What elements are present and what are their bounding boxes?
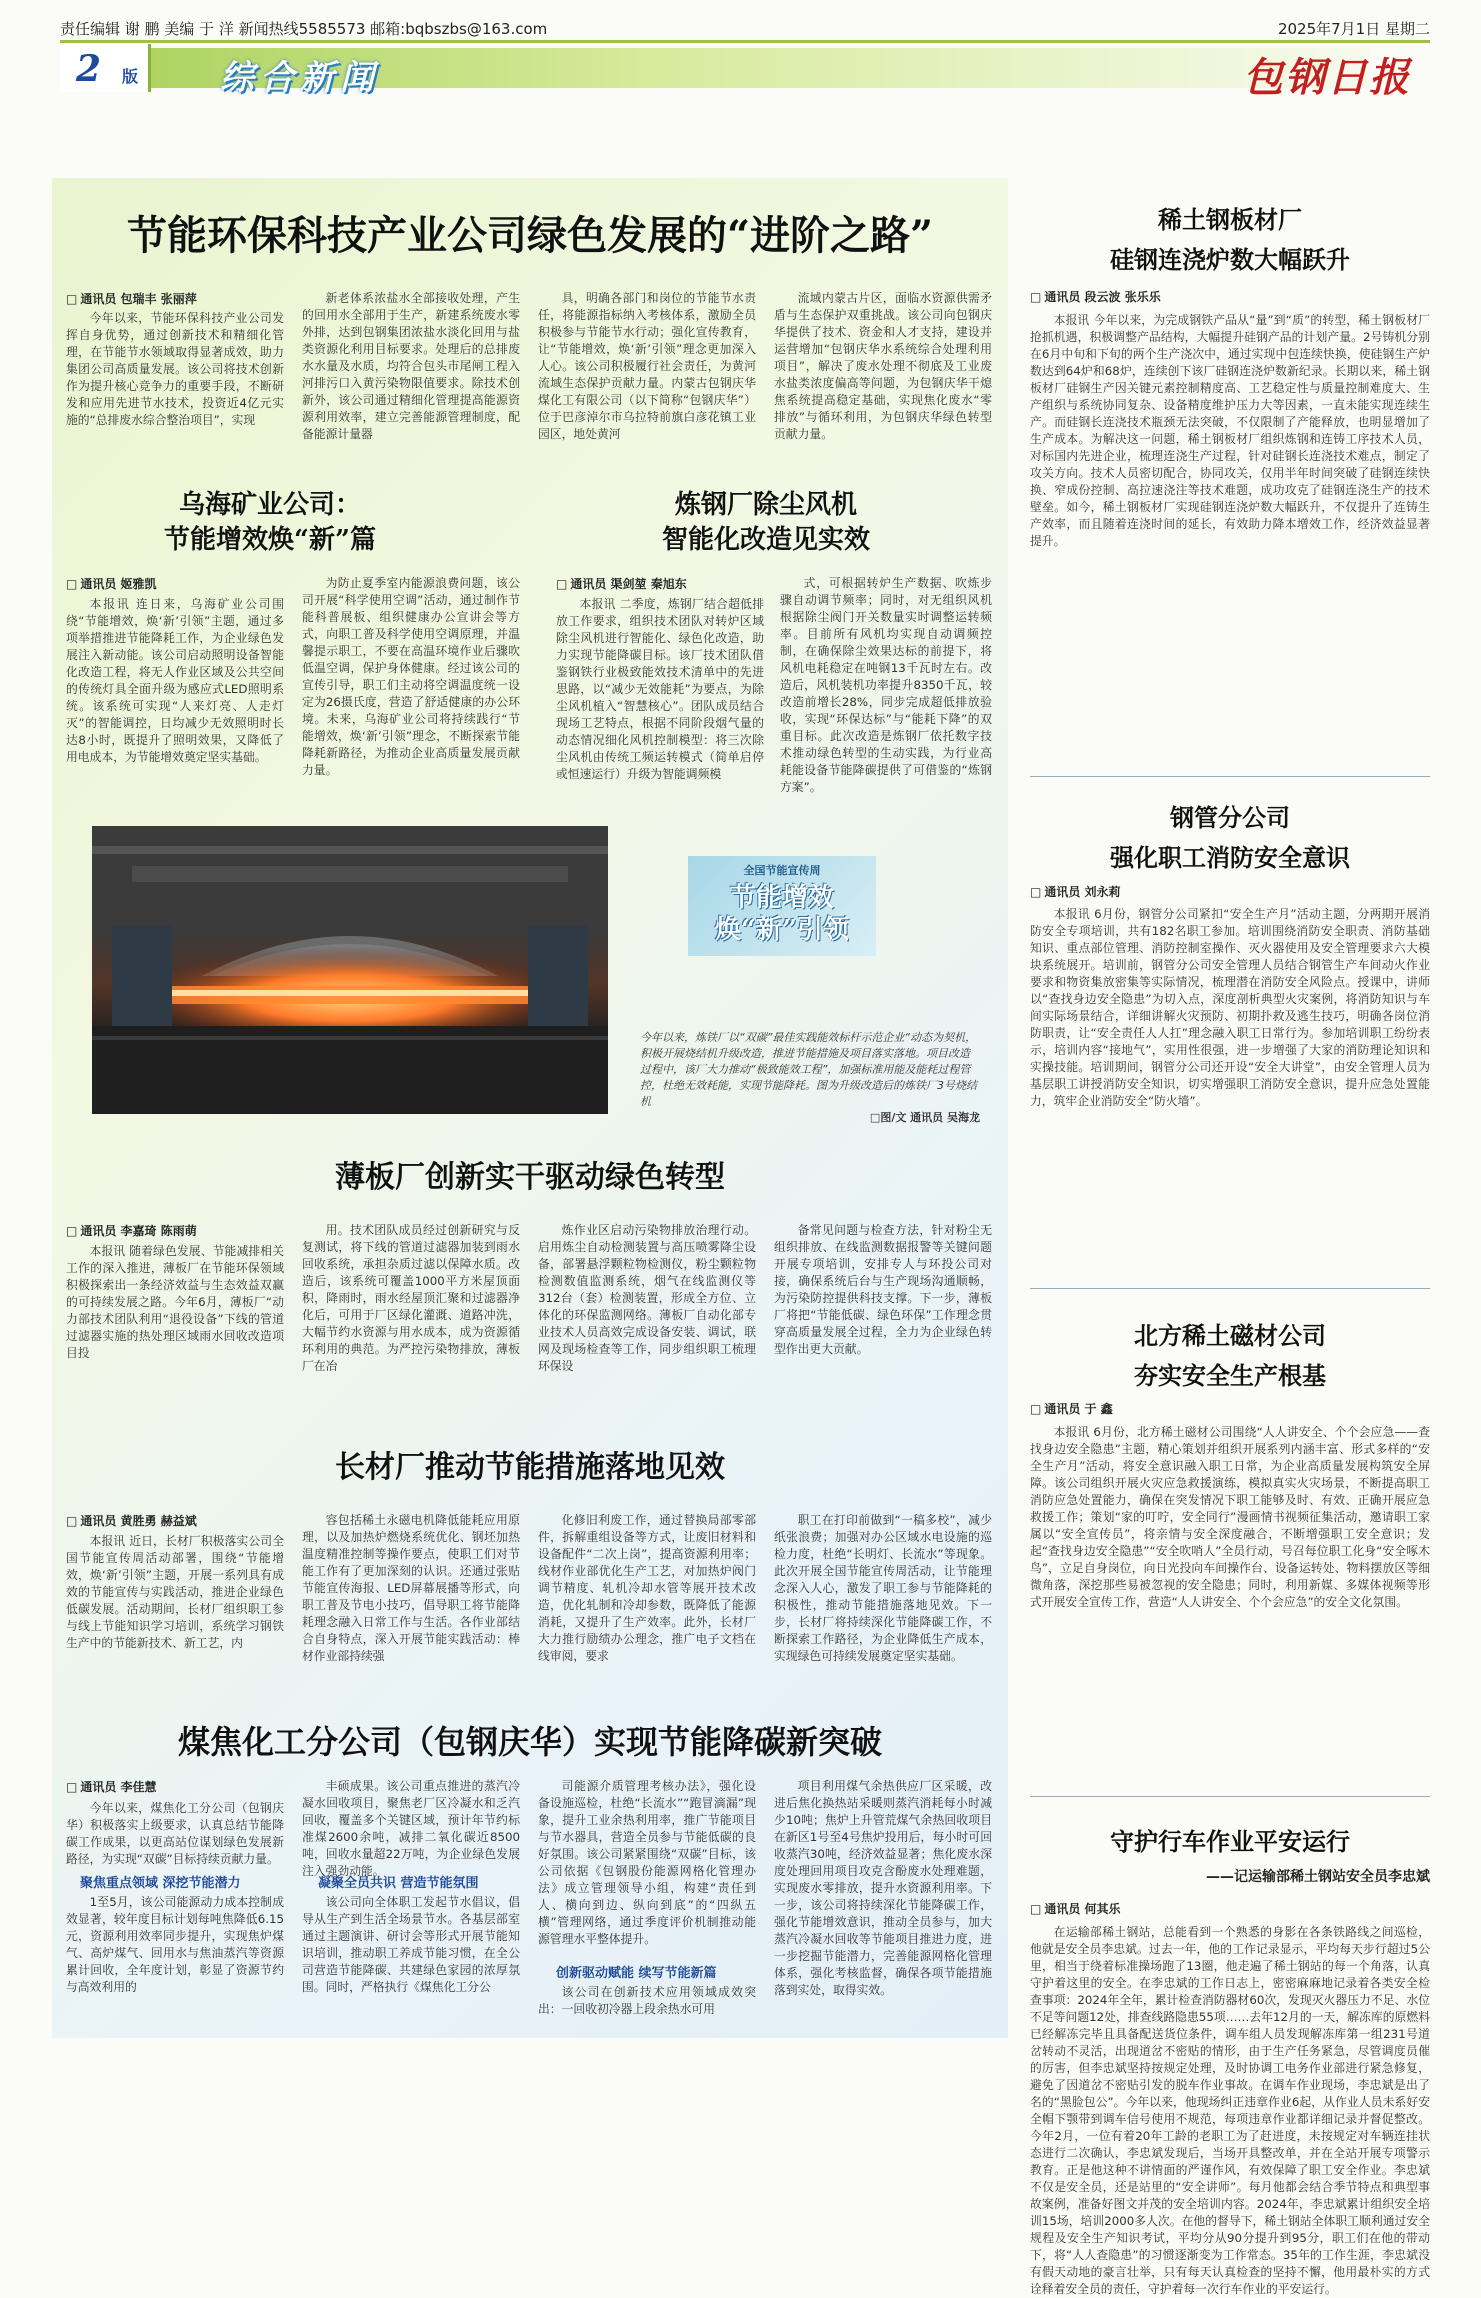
main-col-1: 今年以来，节能环保科技产业公司发挥自身优势，通过创新技术和精细化管理，在节能节水领域取得显著成效，助力集团公司高质量发展。该公司将技术创新作为提升核心竞争力的重要手段，不断研发和应用先进节水技术，投资近4亿元实施的“总排废水综合整治项目”，实现: [66, 311, 284, 427]
long-col-3: 化修旧利废工作，通过替换局部零部件，拆解重组设备等方式，让废旧材料和设备配件“二次上岗”，提高资源利用率；线材作业部优化生产工艺，对加热炉阀门调节精度、轧机冷却水管等展开技术改造，优化轧制和冷却参数，既降低了能源消耗，又提升了生产效率。此外，长材厂大力推行励绩办公理念，推广电子文档在线审阅，要求: [538, 1513, 756, 1663]
driving-text: 在运输部稀土钢站，总能看到一个熟悉的身影在各条铁路线之间巡检，他就是安全员李忠斌。过去一年，他的工作记录显示，平均每天步行超过5公里，相当于绕着标准操场跑了13圈，他走遍了稀土钢站的每一个角落，认真守护着这里的安全。在李忠斌的工作日志上，密密麻麻地记录着各类安全检查事项：2024年全年，累计检查消防器材60次，发现灭火器压力不足、水位不足等问题12处，排查线路隐患55项……去年12月的一天，解冻库的原燃料已经解冻完毕且具备配送货位条件，调车组人员发现解冻库第一组231号道岔转动不灵活，出现道岔不密贴的情形，由于生产任务紧急，尽管调度员催的厉害，但李忠斌坚持按规定处理，及时协调工电务作业部进行紧急修复，避免了因道岔不密贴引发的脱车作业事故。在调车作业现场，李忠斌是出了名的“黑脸包公”。今年以来，他现场纠正违章作业6起，从作业人员未系好安全帽下颚带到调车信号使用不规范，每项违章作业都详细记录并督促整改。今年2月，一位有着20年工龄的老职工为了赶进度，未按规定对车辆连挂状态进行二次确认，李忠斌发现后，当场开具整改单，并在全站开展专项警示教育。正是他这种不讲情面的严谨作风，有效保障了职工安全作业。李忠斌不仅是安全员，还是站里的“安全讲师”。每月他都会结合季节特点和典型事故案例，准备好图文并茂的安全培训内容。2024年，李忠斌累计组织安全培训15场，培训2000多人次。在他的督导下，稀土钢站全体职工顺利通过安全规程及安全生产知识考试，平均分从90分提升到95分，职工们在他的带动下，将“人人查隐患”的习惯逐渐变为工作常态。35年的工作生涯，李忠斌没有假天动地的豪言壮举，只有每天认真检查的坚持不懈，他用最朴实的方式诠释着安全员的责任，守护着每一次行车作业的平安运行。: [1030, 1925, 1430, 2296]
photo-caption: 今年以来，炼铁厂以“双碳”最佳实践能效标杆示范企业“动态为契机，积极开展烧结机升级改造，推进节能措施及项目落实落地。项目改造过程中，该厂大力推动“极致能效工程”，加强标准用能及能耗过程管控，杜绝无效耗能，实现节能降耗。图为升级改造后的炼铁厂3号烧结机 □图/文 通讯员 吴海龙: [640, 1031, 980, 1124]
page-suffix: 版: [122, 67, 139, 86]
editors-line: 责任编辑 谢 鹏 美编 于 洋 新闻热线5585573 邮箱:bqbszbs@163.com: [60, 20, 548, 38]
page-number: 2: [76, 48, 102, 90]
furnace-illustration: [92, 826, 608, 1114]
main-col-2: 新老体系浓盐水全部接收处理，产生的回用水全部用于生产，新建系统废水零外排，达到包钢集团浓盐水淡化回用与盐类资源化利用目标要求。处理后的总排废水水量及水质，均符合包头市尾闸工程入河排污口入黄污染物限值要求。除技术创新外，该公司通过精细化管理提高能源资源利用效率，建立完善能源管理制度，配备能源计量器: [302, 291, 520, 441]
coke-sub3: 创新驱动赋能 续写节能新篇: [556, 1966, 717, 1981]
coke-sub2-text: 该公司向全体职工发起节水倡议，倡导从生产到生活全场景节水。各基层部室通过主题演讲、研讨会等形式开展节能知识培训，推动职工养成节能习惯，在全公司营造节能降碳、共建绿色家园的浓厚氛围。同时，严格执行《煤焦化工分公: [302, 1895, 520, 1994]
right-column: [1030, 178, 1430, 2296]
long-col-2: 容包括稀土永磁电机降低能耗应用原理，以及加热炉燃烧系统优化、钢坯加热温度精准控制等操作要点，使职工们对节能工作有了更加深刻的认识。还通过张贴节能宣传海报、LED屏幕展播等形式，向职工普及节电小技巧，倡导职工将节能降耗理念融入日常工作与生活。各作业部结合自身特点，深入开展节能实践活动：棒材作业部持续强: [302, 1513, 520, 1663]
pipe-text: 本报讯 6月份，钢管分公司紧扣“安全生产月”活动主题，分两期开展消防安全专项培训，共有182名职工参加。培训围绕消防安全职责、消防基础知识、重点部位管理、消防控制室操作、灭火器使用及安全管理要求六大模块系统展开。培训前，钢管分公司安全管理人员结合钢管生产车间动火作业要求和物资集放密集等实际情况，梳理潜在消防安全风险点。授课中，讲师以“查找身边安全隐患”为切入点，深度剖析典型火灾案例，将消防知识与车间实际场景结合，详细讲解火灾预防、初期扑救及逃生技巧，明确各岗位消防职责，让“安全责任人人扛”理念融入职工日常行为。参加培训职工纷纷表示，培训内容“接地气”，实用性很强，进一步增强了大家的消防理论知识和实操技能。培训期间，钢管分公司还开设“安全大讲堂”，由安全管理人员为基层职工讲授消防安全知识，切实增强职工消防安全意识，提升应急处置能力，筑牢企业消防安全“防火墙”。: [1030, 907, 1430, 1108]
wuhai-col-1: 本报讯 连日来，乌海矿业公司围绕“节能增效，焕‘新’引领”主题，通过多项举措推进节能降耗工作，为企业绿色发展注入新动能。该公司启动照明设备智能化改造工程，将无人作业区域及公共空间的传统灯具全面升级为感应式LED照明系统。该系统可实现“人来灯亮、人走灯灭”的智能调控，日均减少无效照明时长达8小时，既提升了照明效果，又降低了用电成本，为节能增效奠定坚实基础。: [66, 597, 284, 764]
thin-byline: □ 通讯员 李嘉琦 陈雨萌: [66, 1222, 197, 1239]
pipe-byline: □ 通讯员 刘永莉: [1030, 883, 1121, 900]
divider: [1030, 1288, 1430, 1289]
thin-col-3: 炼作业区启动污染物排放治理行动。启用炼尘自动检测装置与高压喷雾降尘设备，部署悬浮颗粒物检测仪，粉尘颗粒物检测数值监测系统，烟气在线监测仪等312台（套）检测装置，形成全方位、立体化的环保监测网络。薄板厂自动化部专业技术人员高效完成设备安装、调试，联网及现场检查等工作，同步组织职工梳理环保设: [538, 1223, 756, 1373]
main-headline: 节能环保科技产业公司绿色发展的“进阶之路”: [126, 212, 933, 259]
driving-subtitle: ——记运输部稀土钢站安全员李忠斌: [1206, 1869, 1430, 1885]
coke-col-4: 项目利用煤气余热供应厂区采暖，改进后焦化换热站采暖则蒸汽消耗每小时减少10吨；焦炉上升管荒煤气余热回收项目在新区1号至4号焦炉投用后，每小时可回收蒸汽30吨，经济效益显著；焦化废水深度处理回用项目攻克含酚废水处理难题，实现废水零排放，提升水资源利用率。下一步，该公司将持续深化节能降碳工作，强化节能增效意识，推动全员参与，加大蒸汽冷凝水回收等节能项目推进力度，进一步挖掘节能潜力，完善能源网格化管理体系，强化考核监督，确保各项节能措施落到实处，取得实效。: [774, 1779, 992, 1997]
long-byline: □ 通讯员 黄胜勇 赫益斌: [66, 1512, 197, 1529]
photo-credit: □图/文 通讯员 吴海龙: [869, 1111, 980, 1124]
wuhai-col-2: 为防止夏季室内能源浪费问题，该公司开展“科学使用空调”活动，通过制作节能科普展板、组织健康办公宣讲会等方式，向职工普及科学使用空调原理，并温馨提示职工，不要在高温环境作业后骤吹低温空调，保护身体健康。经过该公司的宣传引导，职工们主动将空调温度统一设定为26摄氏度，营造了舒适健康的办公环境。未来，乌海矿业公司将持续践行“节能增效，焕‘新’引领”理念，不断探索节能降耗新路径，为推动企业高质量发展贡献力量。: [302, 576, 520, 777]
wuhai-headline: 乌海矿业公司： 节能增效焕“新”篇: [164, 490, 376, 556]
main-col-4: 流域内蒙古片区，面临水资源供需矛盾与生态保护双重挑战。该公司向包钢庆华提供了技术、资金和人才支持，建设并运营增加“包钢庆华水系统综合处理利用项目”，解决了废水处理不彻底及工业废水盐类浓度偏高等问题，为包钢庆华干熄焦系统提高稳定基础，实现焦化废水“零排放”与循环利用，为包钢庆华绿色转型贡献力量。: [774, 291, 992, 441]
divider: [1030, 776, 1430, 777]
newspaper-logo: 包钢日报: [1243, 54, 1411, 101]
dust-col-1: 本报讯 二季度，炼钢厂结合超低排放工作要求，组织技术团队对转炉区域除尘风机进行智能化、绿色化改造，助力实现节能降碳目标。该厂技术团队借鉴钢铁行业极致能效技术清单中的先进思路，以“减少无效能耗”为要点，为除尘风机植入“智慧核心”。团队成员结合现场工艺特点，根据不同阶段烟气量的动态情况细化风机控制模型：将三次除尘风机由传统工频运转模式（简单启停或恒速运行）升级为智能调频模: [556, 597, 764, 781]
coke-sub1: 聚焦重点领域 深挖节能潜力: [80, 1876, 241, 1891]
long-col-4: 职工在打印前做到“一稿多校”，减少纸张浪费；加强对办公区域水电设施的巡检力度，杜绝“长明灯、长流水”等现象。此次开展全国节能宣传周活动，让节能理念深入人心，激发了职工参与节能降耗的积极性，推动节能措施落地见效。下一步，长材厂将持续深化节能降碳工作，不断探索工作路径，为企业降低生产成本，实现绿色可持续发展奠定坚实基础。: [774, 1513, 992, 1663]
dust-col-2: 式，可根据转炉生产数据、吹炼步骤自动调节频率；同时，对无组织风机根据除尘阀门开关数量实时调整运转频率。目前所有风机均实现自动调频控制，在确保除尘效果达标的前提下，将风机电耗稳定在吨钢13千瓦时左右。改造后，风机装机功率提升8350千瓦，较改造前增长28%，同步完成超低排放验收，实现“环保达标”与“能耗下降”的双重目标。此次改造是炼钢厂依托数字技术推动绿色转型的生动实践，为行业高耗能设备节能降碳提供了可借鉴的“炼钢方案”。: [780, 576, 992, 794]
thin-col-4: 备常见问题与检查方法，针对粉尘无组织排放、在线监测数据报警等关键问题开展专项培训，安排专人与环投公司对接，确保系统后台与生产现场沟通顺畅，为污染防控提供科技支撑。下一步，薄板厂将把“节能低碳、绿色环保”工作理念贯穿高质量发展全过程，全力为企业绿色转型作出更大贡献。: [774, 1223, 992, 1356]
magnet-text: 本报讯 6月份，北方稀土磁材公司围绕“人人讲安全、个个会应急——查找身边安全隐患”主题，精心策划并组织开展系列内涵丰富、形式多样的“安全生产月”活动，将安全意识融入职工日常，为企业高质量发展构筑安全屏障。该公司组织开展火灾应急救援演练，模拟真实火灾场景，不断提高职工消防应急处置能力，确保在突发情况下职工能够及时、有效、正确开展应急救援工作；策划“家的叮咛，安全同行”漫画情书视频征集活动，邀请职工家属以“安全宣传员”，将亲情与安全深度融合，不断增强职工安全意识；发起“查找身边安全隐患”“安全吹哨人”全员行动，号召每位职工化身“安全啄木鸟”，立足自身岗位，向日光投向车间操作台、设备运转处、物料摆放区等细微角落，深挖那些易被忽视的安全隐患；同时，利用新媒、多媒体视频等形式开展安全宣传工作，营造“人人讲安全、个个会应急”的安全文化氛围。: [1030, 1425, 1430, 1609]
coke-col-3: 司能源介质管理考核办法》，强化设备设施巡检，杜绝“长流水”“跑冒滴漏”现象，提升工业余热利用率，推广节能项目与节水器具，营造全员参与节能低碳的良好氛围。该公司紧紧围绕“双碳”目标，该公司依据《包钢股份能源网格化管理办法》成立管理领导小组，构建“责任到人、横向到边、纵向到底”的“四纵五横”管理网络，通过季度评价机制推动能源管理水平整体提升。: [538, 1779, 756, 1946]
page-number-box: [60, 44, 151, 92]
energy-week-slogan: [688, 856, 876, 956]
main-byline: □ 通讯员 包瑞丰 张丽萍: [66, 290, 197, 307]
wuhai-byline: □ 通讯员 姬雅凯: [66, 575, 157, 592]
main-col-3: 具，明确各部门和岗位的节能节水责任，将能源指标纳入考核体系，激励全员积极参与节能节水行动；强化宣传教育，让“节能增效，焕‘新’引领”理念更加深入人心。该公司积极履行社会责任，为黄河流域生态保护贡献力量。内蒙古包钢庆华煤化工有限公司（以下简称“包钢庆华”）位于巴彦淖尔市乌拉特前旗白彦花镇工业园区，地处黄河: [538, 291, 756, 441]
coke-sub3-text: 该公司在创新技术应用领域成效突出：一回收初冷器上段余热水可用: [538, 1985, 756, 2016]
pipe-headline: 钢管分公司 强化职工消防安全意识: [1110, 803, 1350, 872]
slogan-main: 节能增效 焕“新”引领: [715, 883, 849, 945]
thin-col-2: 用。技术团队成员经过创新研究与反复测试，将下线的管道过滤器加装到雨水回收系统，承担杂质过滤以保障水质。改造后，该系统可覆盖1000平方米屋顶面积，降雨时，雨水经屋顶汇聚和过滤器净化后，可用于厂区绿化灌溉、道路冲洗，大幅节约水资源与用水成本，成为资源循环利用的典范。为严控污染物排放，薄板厂在冶: [302, 1223, 520, 1373]
coke-sub2: 凝聚全员共识 营造节能氛围: [318, 1876, 479, 1891]
rare-earth-headline: 稀土钢板材厂 硅钢连浇炉数大幅跃升: [1110, 205, 1350, 274]
magnet-headline: 北方稀土磁材公司 夯实安全生产根基: [1134, 1321, 1326, 1390]
long-headline: 长材厂推动节能措施落地见效: [335, 1450, 725, 1485]
magnet-byline: □ 通讯员 于 鑫: [1030, 1400, 1113, 1417]
long-col-1: 本报讯 近日，长材厂积极落实公司全国节能宣传周活动部署，围绕“节能增效，焕‘新’引领”主题，开展一系列具有成效的节能宣传与实践活动，推进企业绿色低碳发展。活动期间，长材厂组织职工参与线上节能知识学习培训，系统学习钢铁生产中的节能新技术、新工艺，内: [66, 1534, 284, 1650]
dust-headline: 炼钢厂除尘风机 智能化改造见实效: [661, 490, 870, 556]
coke-col-2: 丰硕成果。该公司重点推进的蒸汽冷凝水回收项目，聚焦老厂区冷凝水和乏汽回收，覆盖多个关键区域，预计年节约标准煤2600余吨，减排二氧化碳近8500吨，回收水量超22万吨，为企业绿色发展注入强劲动能。: [302, 1779, 520, 1878]
dust-byline: □ 通讯员 渠剑堃 秦旭东: [556, 575, 687, 592]
driving-headline: 守护行车作业平安运行: [1110, 1827, 1350, 1856]
slogan-small: 全国节能宣传周: [743, 864, 821, 877]
sinter-machine-photo: [92, 826, 608, 1114]
coke-intro: 今年以来，煤焦化工分公司（包钢庆华）积极落实上级要求，认真总结节能降碳工作成果，以更高站位谋划绿色发展新路径，为实现“双碳”目标持续贡献力量。: [66, 1801, 284, 1866]
coke-byline: □ 通讯员 李佳慧: [66, 1778, 157, 1795]
rare-earth-text: 本报讯 今年以来，为完成钢铁产品从“量”到“质”的转型，稀土钢板材厂抢抓机遇，积极调整产品结构，大幅提升硅钢产品的计划产量。2号铸机分别在6月中旬和下旬的两个生产浇次中，通过实现中包连续快换，使硅钢生产炉数达到64炉和68炉，连续创下该厂硅钢连浇炉数新纪录。长期以来，稀土钢板材厂硅钢生产因关键元素控制精度高、工艺稳定性与质量控制难度大、生产组织与系统协同复杂、设备精度维护压力大等因素，一直未能实现连续生产。而硅钢长连浇技术瓶颈无法突破，不仅限制了产能释放，也明显增加了生产成本。为解决这一问题，稀土钢板材厂组织炼钢和连铸工序技术人员，对标国内先进企业，梳理连浇生产过程，针对硅钢长连浇技术难点，制定了攻关方向。技术人员密切配合，协同攻关，仅用半年时间突破了硅钢连续快换、窄成份控制、高拉速浇注等技术难题，成功攻克了硅钢连浇生产的技术壁垒。如今，稀土钢板材厂实现硅钢连浇炉数大幅跃升，不仅提升了连铸生产效率，而且随着连浇时间的延长，有效助力降本增效工作，经济效益显著提升。: [1030, 313, 1430, 548]
top-rule: [60, 40, 1430, 43]
coke-sub1-text: 1至5月，该公司能源动力成本控制成效显著，较年度目标计划每吨焦降低6.15元，资源利用效率同步提升，实现焦炉煤气、高炉煤气、回用水与焦油蒸汽等资源累计回收，全年度计划，彰显了资源节约与高效利用的: [66, 1895, 284, 1994]
masthead-info: [60, 18, 1430, 39]
thin-headline: 薄板厂创新实干驱动绿色转型: [335, 1160, 725, 1195]
coke-headline: 煤焦化工分公司（包钢庆华）实现节能降碳新突破: [177, 1723, 882, 1761]
issue-date: 2025年7月1日 星期二: [1277, 20, 1430, 38]
rare-earth-byline: □ 通讯员 段云波 张乐乐: [1030, 288, 1161, 305]
driving-byline: □ 通讯员 何其乐: [1030, 1900, 1121, 1917]
section-title: 综合新闻: [220, 58, 380, 98]
thin-col-1: 本报讯 随着绿色发展、节能减排相关工作的深入推进，薄板厂在节能环保领域积极探索出一条经济效益与生态效益双赢的可持续发展之路。今年6月，薄板厂“动力部技术团队利用“退役设备”下线的管道过滤器实施的热处理区域雨水回收改造项目投: [66, 1244, 284, 1360]
divider: [1030, 1796, 1430, 1797]
